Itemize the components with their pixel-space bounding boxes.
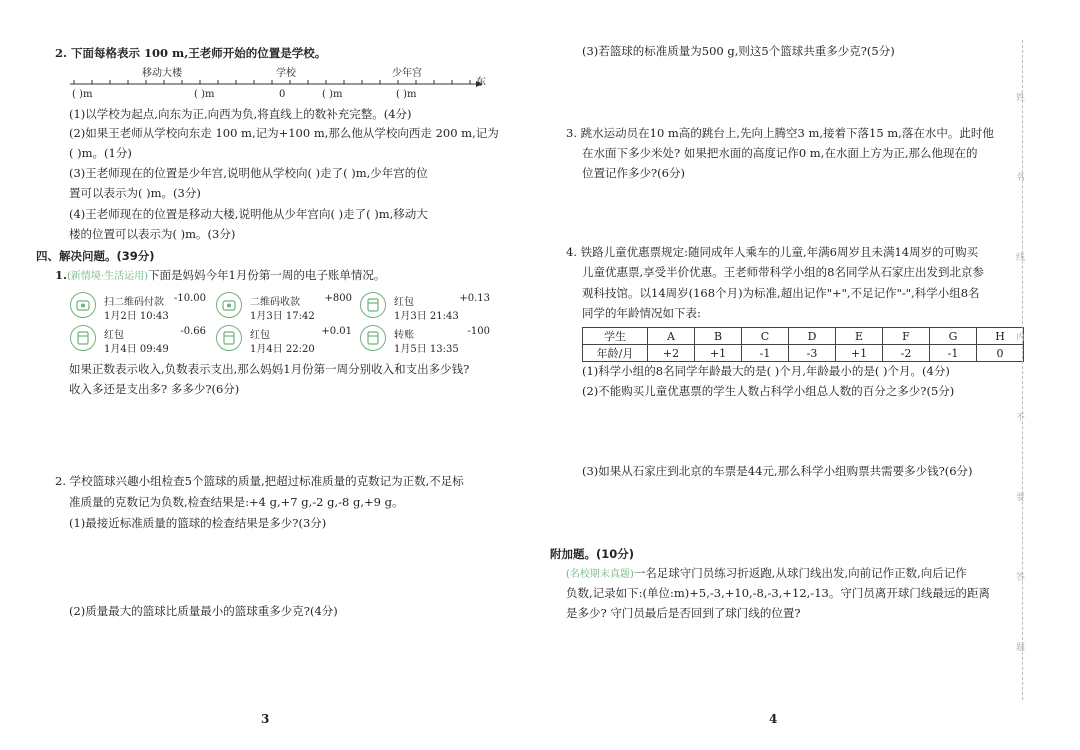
bill-name: 红包 <box>250 330 270 341</box>
table-cell: -1 <box>930 345 977 362</box>
bill-date: 1月5日 13:35 <box>394 344 459 355</box>
bill-name: 红包 <box>104 330 124 341</box>
number-line <box>66 62 486 102</box>
blank-1: ( )m <box>72 89 93 100</box>
table-cell: B <box>695 328 742 345</box>
page-number-right: 4 <box>769 712 778 726</box>
table-row <box>583 345 1024 362</box>
bonus-tag: (名校期末真题) <box>566 569 634 580</box>
table-cell: H <box>977 328 1024 345</box>
problem2-line2: 准质量的克数记为负数,检查结果是:+4 g,+7 g,-2 g,-8 g,+9 g。 <box>69 495 404 509</box>
section-heading: 四、解决问题。(39分) <box>36 249 155 263</box>
bill-card-6 <box>360 325 490 353</box>
problem4-part3: (3)如果从石家庄到北京的车票是44元,那么科学小组购票共需要多少钱?(6分) <box>582 464 973 478</box>
bonus-line3: 是多少? 守门员最后是否回到了球门线的位置? <box>566 606 801 620</box>
q2-part1: (1)以学校为起点,向东为正,向西为负,将直线上的数补充完整。(4分) <box>69 107 412 121</box>
bill-card-2 <box>216 292 352 320</box>
problem4-line2: 儿童优惠票,享受半价优惠。王老师带科学小组的8名同学从石家庄出发到北京参 <box>582 265 984 279</box>
margin-char: 名 <box>1016 173 1026 183</box>
blank-4: ( )m <box>396 89 417 100</box>
bonus-line1 <box>566 566 967 582</box>
label-youth-palace: 少年宫 <box>392 68 422 79</box>
problem2-part2: (2)质量最大的篮球比质量最小的篮球重多少克?(4分) <box>69 604 338 618</box>
red-packet-icon <box>216 325 242 351</box>
table-cell: -2 <box>883 345 930 362</box>
bill-amount: -10.00 <box>173 293 206 304</box>
table-cell: +1 <box>836 345 883 362</box>
problem3-line1: 3. 跳水运动员在10 m高的跳台上,先向上腾空3 m,接着下落15 m,落在水中。此时他 <box>566 126 994 140</box>
margin-char: 姓 <box>1016 93 1026 103</box>
problem1-text: 下面是妈妈今年1月份第一周的电子账单情况。 <box>148 268 386 282</box>
bill-amount: -0.66 <box>180 326 206 337</box>
problem3-line2: 在水面下多少米处? 如果把水面的高度记作0 m,在水面上方为正,那么他现在的 <box>582 146 978 160</box>
problem1-intro <box>55 268 385 284</box>
problem2-line1: 2. 学校篮球兴趣小组检查5个篮球的质量,把超过标准质量的克数记为正数,不足标 <box>55 474 464 488</box>
table-cell: F <box>883 328 930 345</box>
table-cell: +2 <box>648 345 695 362</box>
margin-char: 内 <box>1016 333 1026 343</box>
bill-date: 1月4日 22:20 <box>250 344 315 355</box>
table-header-student: 学生 <box>583 328 648 345</box>
bill-date: 1月2日 10:43 <box>104 311 169 322</box>
bill-date: 1月3日 21:43 <box>394 311 459 322</box>
problem4-line4: 同学的年龄情况如下表: <box>582 306 701 320</box>
age-table <box>582 327 1024 362</box>
problem1-number: 1. <box>55 268 68 282</box>
table-row <box>583 328 1024 345</box>
table-cell: -1 <box>742 345 789 362</box>
bonus-line2: 负数,记录如下:(单位:m)+5,-3,+10,-8,-3,+12,-13。守门员离开球门线最远的距离 <box>566 586 990 600</box>
red-packet-icon <box>360 292 386 318</box>
q2-part4-line1: (4)王老师现在的位置是移动大楼,说明他从少年宫向( )走了( )m,移动大 <box>69 207 428 221</box>
bill-name: 扫二维码付款 <box>104 297 164 308</box>
bill-card-3 <box>360 292 490 320</box>
margin-char: 线 <box>1016 253 1026 263</box>
margin-char: 题 <box>1016 643 1026 653</box>
problem4-part1: (1)科学小组的8名同学年龄最大的是( )个月,年龄最小的是( )个月。(4分) <box>582 364 950 378</box>
problem2-part1: (1)最接近标准质量的篮球的检查结果是多少?(3分) <box>69 516 327 530</box>
binding-line <box>1022 40 1023 700</box>
table-cell: -3 <box>789 345 836 362</box>
table-cell: C <box>742 328 789 345</box>
q2-part3-line2: 置可以表示为( )m。(3分) <box>69 186 201 200</box>
bill-card-5 <box>216 325 352 353</box>
table-cell: D <box>789 328 836 345</box>
table-cell: G <box>930 328 977 345</box>
bill-amount: -100 <box>467 326 490 337</box>
bill-amount: +0.13 <box>459 293 490 304</box>
table-cell: E <box>836 328 883 345</box>
qr-pay-icon <box>70 292 96 318</box>
bonus-heading: 附加题。(10分) <box>550 547 635 561</box>
zero-label: 0 <box>279 89 286 100</box>
label-mobile-building: 移动大楼 <box>142 68 182 79</box>
transfer-icon <box>360 325 386 351</box>
margin-char: 要 <box>1016 493 1026 503</box>
problem1-question-line2: 收入多还是支出多? 多多少?(6分) <box>69 382 240 396</box>
table-cell: +1 <box>695 345 742 362</box>
page-number-left: 3 <box>261 712 270 726</box>
bill-card-1 <box>70 292 206 320</box>
bill-name: 二维码收款 <box>250 297 300 308</box>
margin-char: 不 <box>1016 413 1026 423</box>
problem1-question-line1: 如果正数表示收入,负数表示支出,那么妈妈1月份第一周分别收入和支出多少钱? <box>69 362 470 376</box>
q2-title: 2. 下面每格表示 100 m,王老师开始的位置是学校。 <box>55 46 327 60</box>
bonus-text: 一名足球守门员练习折返跑,从球门线出发,向前记作正数,向后记作 <box>633 566 967 580</box>
bill-card-4 <box>70 325 206 353</box>
q2-part3-line1: (3)王老师现在的位置是少年宫,说明他从学校向( )走了( )m,少年宫的位 <box>69 166 428 180</box>
label-school: 学校 <box>276 68 296 79</box>
q2-part4-line2: 楼的位置可以表示为( )m。(3分) <box>69 227 236 241</box>
bill-amount: +0.01 <box>321 326 352 337</box>
east-label: 东 <box>476 77 486 88</box>
q2-part2-line2: ( )m。(1分) <box>69 146 132 160</box>
bill-date: 1月3日 17:42 <box>250 311 315 322</box>
table-header-age: 年龄/月 <box>583 345 648 362</box>
bill-name: 红包 <box>394 297 414 308</box>
problem2-part3: (3)若篮球的标准质量为500 g,则这5个篮球共重多少克?(5分) <box>582 44 895 58</box>
table-cell: 0 <box>977 345 1024 362</box>
margin-char: 答 <box>1016 573 1026 583</box>
bill-amount: +800 <box>324 293 352 304</box>
problem4-part2: (2)不能购买儿童优惠票的学生人数占科学小组总人数的百分之多少?(5分) <box>582 384 955 398</box>
table-cell: A <box>648 328 695 345</box>
problem4-line3: 观科技馆。以14周岁(168个月)为标准,超出记作"+",不足记作"-",科学小组8名 <box>582 286 980 300</box>
bill-date: 1月4日 09:49 <box>104 344 169 355</box>
qr-receive-icon <box>216 292 242 318</box>
problem4-line1: 4. 铁路儿童优惠票规定:随同成年人乘车的儿童,年满6周岁且未满14周岁的可购买 <box>566 245 979 259</box>
bill-name: 转账 <box>394 330 414 341</box>
problem3-line3: 位置记作多少?(6分) <box>582 166 685 180</box>
problem1-tag: (新情境·生活运用) <box>67 271 148 282</box>
q2-part2-line1: (2)如果王老师从学校向东走 100 m,记为+100 m,那么他从学校向西走 200 m,记为 <box>69 126 499 140</box>
blank-3: ( )m <box>322 89 343 100</box>
blank-2: ( )m <box>194 89 215 100</box>
red-packet-icon <box>70 325 96 351</box>
